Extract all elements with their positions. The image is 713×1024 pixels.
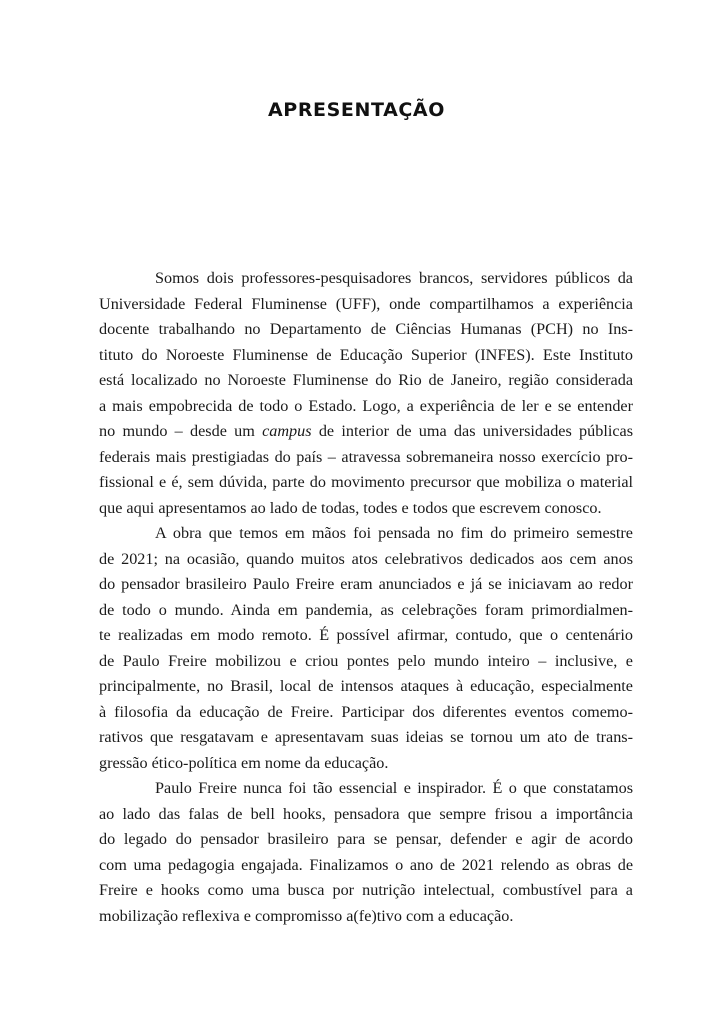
text-line: mobilização reflexiva e compromisso a(fe)tivo com a educação. [99,906,514,925]
text-line: ao lado das falas de bell hooks, pensadora que sempre frisou a importância [99,804,633,823]
text-line: de Paulo Freire mobilizou e criou pontes pelo mundo inteiro – inclusive, e [99,651,633,670]
text-line: fissional e é, sem dúvida, parte do movimento precursor que mobiliza o material [99,473,633,491]
text-line: de 2021; na ocasião, quando muitos atos celebrativos dedicados aos cem anos [99,549,633,568]
text-line: gressão ético-política em nome da educação. [99,753,389,772]
paragraph [99,776,633,929]
text-line: à filosofia da educação de Freire. Participar dos diferentes eventos comemo- [99,702,633,721]
text-line: de todo o mundo. Ainda em pandemia, as celebrações foram primordialmen- [99,600,633,619]
text-line: Somos dois professores-pesquisadores brancos, servidores públicos da [155,269,633,287]
text-line: do legado do pensador brasileiro para se pensar, defender e agir de acordo [99,830,633,848]
text-line: tituto do Noroeste Fluminense de Educação Superior (INFES). Este Instituto [99,345,633,364]
text-line: Paulo Freire nunca foi tão essencial e inspirador. É o que constatamos [155,779,633,797]
text-line: com uma pedagogia engajada. Finalizamos o ano de 2021 relendo as obras de [99,855,633,874]
text-line: A obra que temos em mãos foi pensada no fim do primeiro semestre [155,524,633,542]
text-line: está localizado no Noroeste Fluminense do Rio de Janeiro, região considerada [99,371,633,389]
text-line: do pensador brasileiro Paulo Freire eram anunciados e já se iniciavam ao redor [99,575,633,593]
text-line: docente trabalhando no Departamento de Ciências Humanas (PCH) no Ins- [99,320,633,338]
body-text [99,266,633,929]
text-line: te realizadas em modo remoto. É possível afirmar, contudo, que o centenário [99,626,633,644]
paragraph [99,521,633,776]
text-line: Universidade Federal Fluminense (UFF), onde compartilhamos a experiência [99,294,633,313]
text-line: Freire e hooks como uma busca por nutrição intelectual, combustível para a [99,881,633,899]
text-line: principalmente, no Brasil, local de intensos ataques à educação, especialmente [99,677,633,695]
text-line: no mundo – desde um campus de interior de uma das universidades públicas [99,422,633,440]
page-title: APRESENTAÇÃO [268,99,445,121]
paragraph [99,266,633,521]
text-line: rativos que resgatavam e apresentavam suas ideias se tornou um ato de trans- [99,728,633,746]
text-line: que aqui apresentamos ao lado de todas, todes e todos que escrevem conosco. [99,498,602,517]
text-line: federais mais prestigiadas do país – atravessa sobremaneira nosso exercício pro- [99,447,633,466]
text-line: a mais empobrecida de todo o Estado. Logo, a experiência de ler e se entender [99,396,633,415]
